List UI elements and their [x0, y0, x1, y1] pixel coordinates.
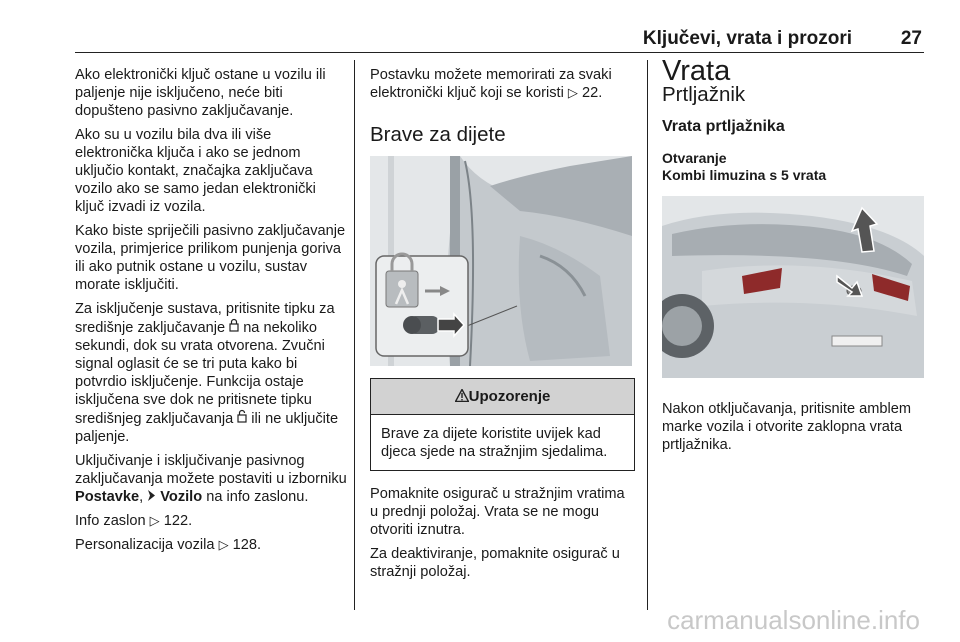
paragraph: Ako elektronički ključ ostane u vozilu ili paljenje nije isključeno, neće biti dopušteno pasivno zaključavanje.: [75, 67, 326, 119]
paragraph: Ako su u vozilu bila dva ili više elektronička ključa i ako se jednom uključio kontakt, značajka zaključava vozilo ako se samo jedan elektronički ključ izvadi iz vozila.: [75, 127, 316, 215]
text: Postavku možete memorirati za svaki elektronički ključ koji se koristi: [370, 67, 612, 101]
header-rule: [75, 52, 924, 53]
column-2: [370, 66, 635, 587]
header-title: Ključevi, vrata i prozori: [642, 28, 852, 49]
warning-triangle-icon: [455, 388, 469, 405]
topic-heading: Otvaranje: [662, 150, 727, 166]
lock-icon: [229, 318, 239, 337]
text: Za isključenje sustava, pritisnite tipku za središnje zaključavanje: [75, 301, 335, 336]
text: na nekoliko sekundi, dok su vrata otvorena. Zvučni signal oglasit će se tri puta kako bi potvrdio isključenje. Funkcija ostaje isključena sve dok ne pritisnete tipku središnjeg zaključavanja: [75, 320, 325, 427]
page-ref: 22.: [581, 85, 603, 101]
page-ref-arrow-icon: ▷: [567, 85, 578, 100]
cross-reference: [75, 536, 347, 554]
chapter-heading: Vrata: [662, 55, 731, 87]
text: Personalizacija vozila: [75, 537, 215, 553]
page-ref-arrow-icon: ▷: [149, 513, 160, 528]
paragraph: Nakon otključavanja, pritisnite amblem marke vozila i otvorite zaklopna vrata prtljažnika.: [662, 401, 912, 453]
page-ref: 122.: [163, 513, 193, 529]
text: ili ne uključite paljenje.: [75, 411, 339, 445]
section-heading: Brave za dijete: [370, 123, 506, 146]
warning-text: Brave za dijete koristite uvijek kad djeca sjede na stražnjim sjedalima.: [381, 426, 608, 460]
topic-subheading: Kombi limuzina s 5 vrata: [662, 167, 827, 183]
menu-arrow-icon: [147, 488, 156, 506]
section-heading: Prtljažnik: [662, 83, 746, 106]
child-lock-illustration: [370, 156, 632, 366]
text: Uključivanje i isključivanje pasivnog zaključavanja možete postaviti u izborniku: [75, 453, 347, 487]
column-divider-2: [647, 60, 648, 610]
warning-box: [370, 378, 635, 471]
page-number: 27: [900, 28, 922, 49]
text: Info zaslon: [75, 513, 146, 529]
paragraph: Pomaknite osigurač u stražnjim vratima u prednji položaj. Vrata se ne mogu otvoriti iznutra.: [370, 486, 625, 538]
subsection-heading: Vrata prtljažnika: [662, 118, 785, 135]
warning-header: [371, 379, 634, 415]
column-1: [75, 66, 347, 560]
tailgate-illustration: [662, 196, 924, 378]
watermark: carmanualsonline.info: [667, 605, 920, 635]
warning-label: Upozorenje: [468, 388, 551, 405]
cross-reference: [75, 512, 347, 530]
paragraph: Za deaktiviranje, pomaknite osigurač u stražnji položaj.: [370, 546, 620, 580]
unlock-icon: [237, 409, 247, 428]
text: na info zaslonu.: [202, 489, 309, 505]
separator: ,: [139, 489, 148, 505]
page-ref-arrow-icon: ▷: [218, 537, 229, 552]
paragraph: [370, 66, 635, 102]
paragraph: [75, 452, 347, 506]
column-3: [662, 55, 927, 460]
column-divider-1: [354, 60, 355, 610]
paragraph: Kako biste spriječili pasivno zaključavanje vozila, primjerice prilikom punjenja goriva ili ako putnik ostane u vozilu, sustav morate isključiti.: [75, 223, 346, 293]
paragraph: [75, 300, 347, 446]
menu-item-vehicle: Vozilo: [160, 489, 203, 505]
page-ref: 128.: [232, 537, 262, 553]
menu-item-settings: Postavke: [75, 489, 140, 505]
